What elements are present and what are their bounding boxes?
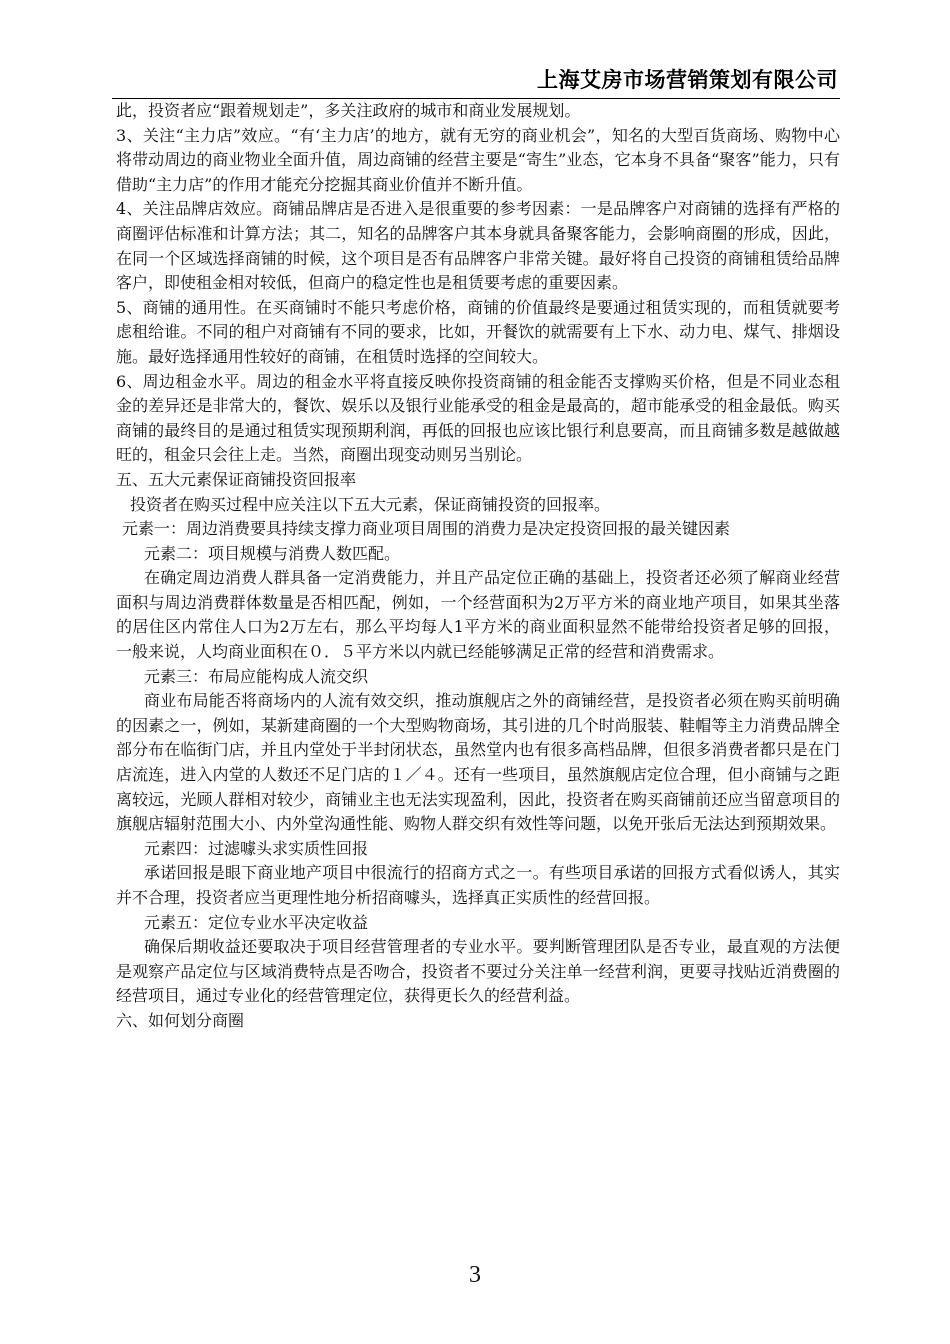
paragraph: 4、关注品牌店效应。商铺品牌店是否进入是很重要的参考因素：一是品牌客户对商铺的选择有严格的商圈评估标准和计算方法；其二，知名的品牌客户其本身就具备聚客能力，会影响商圈的形成，因此，在同一个区域选择商铺的时候，这个项目是否有品牌客户非常关键。最好将自己投资的商铺租赁给品牌客户，即使租金相对较低，但商户的稳定性也是租赁要考虑的重要因素。	[116, 199, 840, 293]
paragraph: 此，投资者应“跟着规划走”，多关注政府的城市和商业发展规划。	[116, 101, 581, 120]
paragraph: 5、商铺的通用性。在买商铺时不能只考虑价格，商铺的价值最终是要通过租赁实现的，而租赁就要考虑租给谁。不同的租户对商铺有不同的要求，比如，开餐饮的就需要有上下水、动力电、煤气、排烟设施。最好选择通用性较好的商铺，在租赁时选择的空间较大。	[116, 297, 840, 366]
paragraph: 6、周边租金水平。周边的租金水平将直接反映你投资商铺的租金能否支撑购买价格，但是不同业态租金的差异还是非常大的，餐饮、娱乐以及银行业能承受的租金是最高的，超市能承受的租金最低。购买商铺的最终目的是通过租赁实现预期利润，再低的回报也应该比银行利息要高，而且商铺多数是越做越旺的，租金只会往上走。当然，商圈出现变动则另当别论。	[116, 371, 840, 465]
paragraph: 在确定周边消费人群具备一定消费能力，并且产品定位正确的基础上，投资者还必须了解商业经营面积与周边消费群体数量是否相匹配，例如，一个经营面积为2万平方米的商业地产项目，如果其坐落的居住区内常住人口为2万左右，那么平均每人1平方米的商业面积显然不能带给投资者足够的回报，一般来说，人均商业面积在０．５平方米以内就已经能够满足正常的经营和消费需求。	[116, 568, 840, 662]
section-heading: 六、如何划分商圈	[116, 1010, 245, 1030]
element-heading: 元素五：定位专业水平决定收益	[144, 912, 369, 932]
document-body	[116, 99, 840, 1034]
page-number: 3	[469, 1262, 481, 1288]
paragraph: 3、关注“主力店”效应。“有‘主力店’的地方，就有无穷的商业机会”，知名的大型百货商场、购物中心将带动周边的商业物业全面升值，周边商铺的经营主要是“寄生”业态，它本身不具备“聚客”能力，只有借助“主力店”的作用才能充分挖掘其商业价值并不断升值。	[116, 125, 840, 194]
element-heading: 元素二：项目规模与消费人数匹配。	[144, 543, 401, 563]
paragraph: 投资者在购买过程中应关注以下五大元素，保证商铺投资的回报率。	[130, 494, 611, 514]
paragraph: 商业布局能否将商场内的人流有效交织，推动旗舰店之外的商铺经营，是投资者必须在购买前明确的因素之一，例如，某新建商圈的一个大型购物商场，其引进的几个时尚服装、鞋帽等主力消费品牌全部分布在临街门店，并且内堂处于半封闭状态，虽然堂内也有很多高档品牌，但很多消费者都只是在门店流连，进入内堂的人数还不足门店的１／４。还有一些项目，虽然旗舰店定位合理，但小商铺与之距离较远，光顾人群相对较少，商铺业主也无法实现盈利，因此，投资者在购买商铺前还应当留意项目的旗舰店辐射范围大小、内外堂沟通性能、购物人群交织有效性等问题，以免开张后无法达到预期效果。	[116, 691, 840, 834]
company-header: 上海艾房市场营销策划有限公司	[537, 68, 838, 92]
element-heading: 元素一：周边消费要具持续支撑力商业项目周围的消费力是决定投资回报的最关键因素	[122, 519, 731, 539]
element-heading: 元素四：过滤噱头求实质性回报	[144, 838, 369, 858]
element-heading: 元素三：布局应能构成人流交织	[144, 666, 369, 686]
paragraph: 确保后期收益还要取决于项目经营管理者的专业水平。要判断管理团队是否专业，最直观的方法便是观察产品定位与区域消费特点是否吻合，投资者不要过分关注单一经营利润，更要寻找贴近消费圈的经营项目，通过专业化的经营管理定位，获得更长久的经营利益。	[116, 937, 840, 1006]
section-heading: 五、五大元素保证商铺投资回报率	[116, 469, 357, 489]
paragraph: 承诺回报是眼下商业地产项目中很流行的招商方式之一。有些项目承诺的回报方式看似诱人，其实并不合理，投资者应当更理性地分析招商噱头，选择真正实质性的经营回报。	[116, 863, 840, 907]
